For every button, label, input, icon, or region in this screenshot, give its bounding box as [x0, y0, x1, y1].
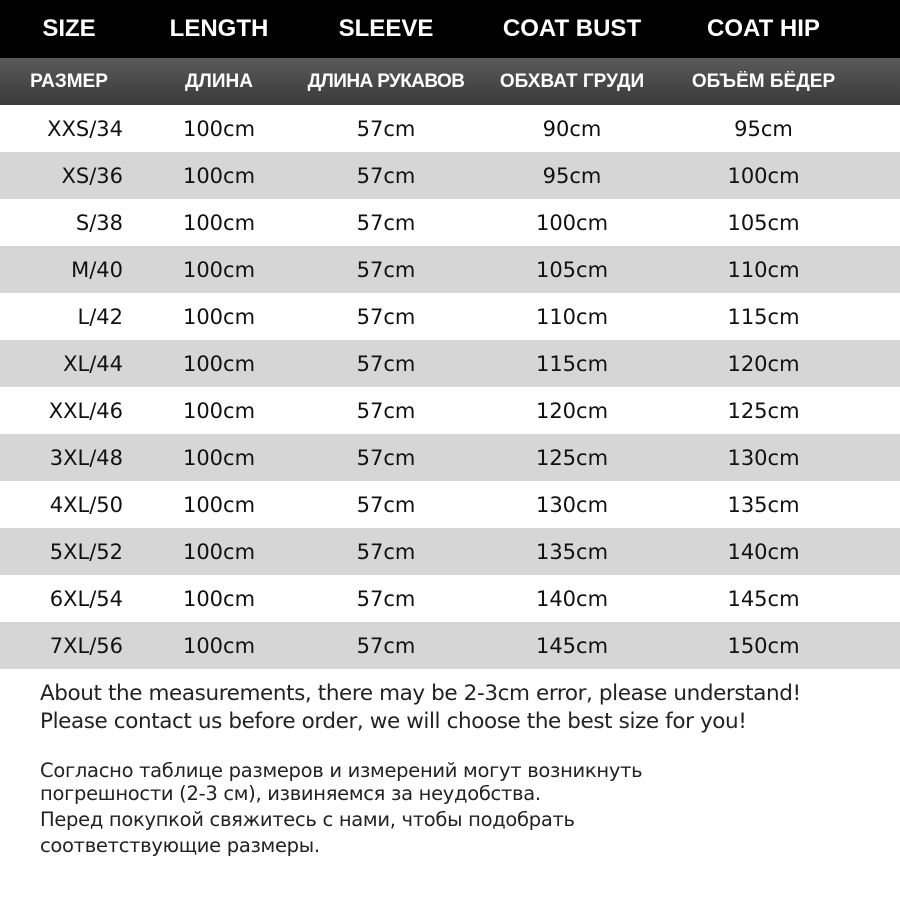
- length-cell: 100cm: [182, 586, 256, 611]
- length-cell: 100cm: [182, 351, 256, 376]
- size-cell: L/42: [77, 304, 123, 329]
- header-coat-bust: COAT BUST: [502, 15, 642, 42]
- sleeve-cell: 57cm: [356, 257, 416, 282]
- header-sleeve: SLEEVE: [338, 15, 434, 42]
- bust-cell: 135cm: [535, 539, 609, 564]
- table-row: [0, 575, 900, 622]
- subheader-size: РАЗМЕР: [30, 70, 108, 92]
- size-cell: M/40: [71, 257, 123, 282]
- table-row: [0, 528, 900, 575]
- length-cell: 100cm: [182, 304, 256, 329]
- note-en-1: About the measurements, there may be 2-3cm error, please understand!: [40, 681, 801, 706]
- hip-cell: 110cm: [727, 257, 800, 282]
- table-row: [0, 481, 900, 528]
- length-cell: 100cm: [182, 257, 256, 282]
- note-ru-block: [40, 760, 880, 859]
- size-cell: 6XL/54: [49, 586, 123, 611]
- hip-cell: 105cm: [727, 210, 800, 235]
- length-cell: 100cm: [182, 539, 256, 564]
- hip-cell: 125cm: [727, 398, 800, 423]
- size-cell: 7XL/56: [49, 633, 123, 658]
- hip-cell: 135cm: [727, 492, 800, 517]
- subheader-row: [0, 58, 900, 105]
- length-cell: 100cm: [182, 398, 256, 423]
- subheader-sleeve: ДЛИНА РУКАВОВ: [307, 70, 465, 92]
- note-ru-4: соответствующие размеры.: [40, 834, 320, 857]
- bust-cell: 120cm: [535, 398, 609, 423]
- length-cell: 100cm: [182, 633, 256, 658]
- note-ru-2: погрешности (2-3 см), извиняемся за неудобства.: [40, 782, 541, 805]
- subheader-hip: ОБЪЁМ БЁДЕР: [691, 70, 836, 92]
- hip-cell: 145cm: [727, 586, 800, 611]
- note-ru-1: Согласно таблице размеров и измерений могут возникнуть: [40, 759, 643, 782]
- sleeve-cell: 57cm: [356, 539, 416, 564]
- table-row: [0, 622, 900, 669]
- sleeve-cell: 57cm: [356, 445, 416, 470]
- size-cell: 5XL/52: [49, 539, 123, 564]
- bust-cell: 110cm: [535, 304, 609, 329]
- size-cell: XXL/46: [48, 398, 123, 423]
- sleeve-cell: 57cm: [356, 210, 416, 235]
- hip-cell: 100cm: [727, 163, 800, 188]
- size-cell: 3XL/48: [49, 445, 123, 470]
- table-row: [0, 340, 900, 387]
- sleeve-cell: 57cm: [356, 398, 416, 423]
- bust-cell: 95cm: [542, 163, 602, 188]
- table-row: [0, 387, 900, 434]
- size-cell: XL/44: [63, 351, 123, 376]
- note-ru-3: Перед покупкой свяжитесь с нами, чтобы подобрать: [40, 808, 575, 831]
- measurement-notes: [40, 680, 880, 859]
- size-cell: XXS/34: [47, 116, 123, 141]
- bust-cell: 145cm: [535, 633, 609, 658]
- header-size: SIZE: [42, 15, 96, 42]
- table-row: [0, 434, 900, 481]
- header-row: [0, 0, 900, 58]
- bust-cell: 115cm: [535, 351, 609, 376]
- bust-cell: 130cm: [535, 492, 609, 517]
- hip-cell: 120cm: [727, 351, 800, 376]
- hip-cell: 115cm: [727, 304, 800, 329]
- sleeve-cell: 57cm: [356, 351, 416, 376]
- table-row: [0, 293, 900, 340]
- table-row: [0, 152, 900, 199]
- hip-cell: 140cm: [727, 539, 800, 564]
- table-row: [0, 199, 900, 246]
- hip-cell: 95cm: [734, 116, 793, 141]
- header-coat-hip: COAT HIP: [707, 15, 820, 42]
- length-cell: 100cm: [182, 210, 256, 235]
- bust-cell: 105cm: [535, 257, 609, 282]
- sleeve-cell: 57cm: [356, 163, 416, 188]
- hip-cell: 130cm: [727, 445, 800, 470]
- size-cell: S/38: [75, 210, 123, 235]
- table-row: [0, 105, 900, 152]
- size-cell: 4XL/50: [49, 492, 123, 517]
- bust-cell: 125cm: [535, 445, 609, 470]
- size-cell: XS/36: [61, 163, 123, 188]
- subheader-length: ДЛИНА: [185, 70, 253, 92]
- hip-cell: 150cm: [727, 633, 800, 658]
- bust-cell: 140cm: [535, 586, 609, 611]
- length-cell: 100cm: [182, 492, 256, 517]
- sleeve-cell: 57cm: [356, 492, 416, 517]
- sleeve-cell: 57cm: [356, 304, 416, 329]
- table-row: [0, 246, 900, 293]
- length-cell: 100cm: [182, 445, 256, 470]
- sleeve-cell: 57cm: [356, 116, 416, 141]
- bust-cell: 90cm: [542, 116, 602, 141]
- bust-cell: 100cm: [535, 210, 609, 235]
- length-cell: 100cm: [182, 116, 256, 141]
- subheader-bust: ОБХВАТ ГРУДИ: [499, 70, 645, 92]
- header-length: LENGTH: [169, 15, 269, 42]
- sleeve-cell: 57cm: [356, 633, 416, 658]
- sleeve-cell: 57cm: [356, 586, 416, 611]
- note-en-2: Please contact us before order, we will choose the best size for you!: [40, 709, 747, 734]
- length-cell: 100cm: [182, 163, 256, 188]
